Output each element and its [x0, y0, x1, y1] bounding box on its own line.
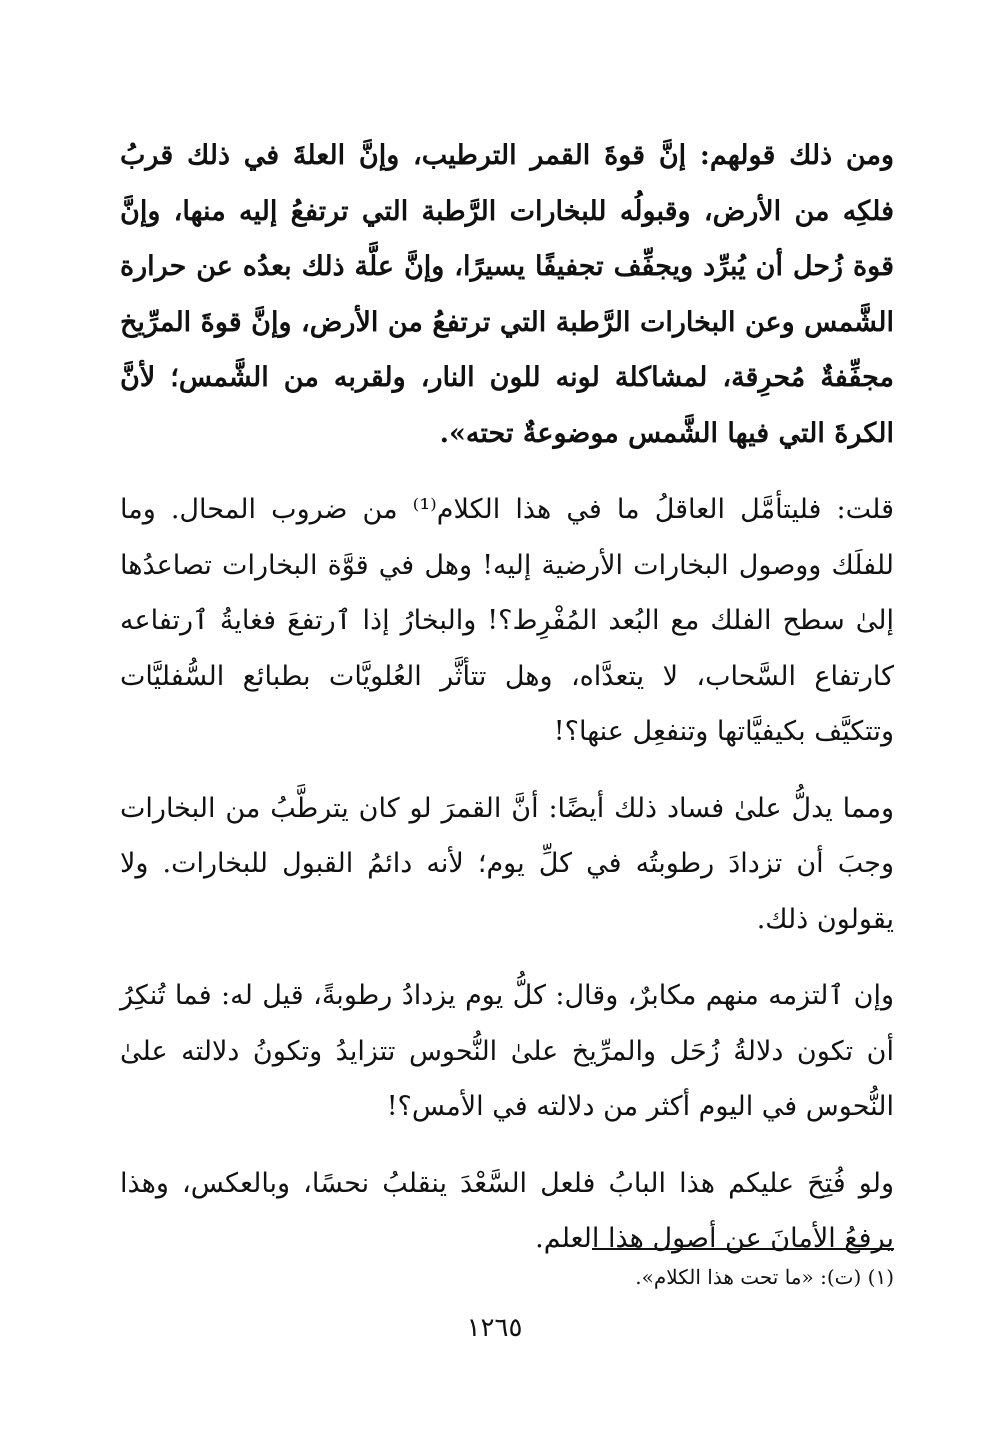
main-text — [120, 128, 894, 1288]
footnote-divider — [592, 1248, 894, 1250]
footnote: (١) (ت): «ما تحت هذا الكلام». — [635, 1265, 894, 1289]
paragraph-quote: ومن ذلك قولهم: إنَّ قوةَ القمر الترطيب، وإنَّ العلةَ في ذلك قربُ فلكِه من الأرض، وقبولُه للبخارات الرَّطبة التي ترتفعُ إليه منها، وإنَّ قوة زُحل أن يُبرِّد ويجفِّف تجفيفًا يسيرًا، وإنَّ علَّة ذلك بعدُه عن حرارة الشَّمس وعن البخارات الرَّطبة التي ترتفعُ من الأرض، وإنَّ قوةَ المرِّيخ مجفِّفةٌ مُحرِقة، لمشاكلة لونه للون النار، ولقربه من الشَّمس؛ لأنَّ الكرةَ التي فيها الشَّمس موضوعةٌ تحته». — [120, 140, 894, 449]
page-number: ١٢٦٥ — [466, 1313, 523, 1343]
paragraph-commentary: قلت: فليتأمَّل العاقلُ ما في هذا الكلام⁽¹⁾ من ضروب المحال. وما للفلَك ووصول البخارات الأرضية إليه! وهل في قوَّة البخارات تصاعدُها إلىٰ سطح الفلك مع البُعد المُفْرِط؟! والبخارُ إذا ٱرتفعَ فغايةُ ٱرتفاعه كارتفاع السَّحاب، لا يتعدَّاه، وهل تتأثَّر العُلويَّات بطبائع السُّفليَّات وتتكيَّف بكيفيَّاتها وتنفعِل عنها؟! — [120, 494, 894, 747]
paragraph-objection: وإن ٱلتزمه منهم مكابرٌ، وقال: كلُّ يوم يزدادُ رطوبةً، قيل له: فما تُنكِرُ أن تكون دلالةُ زُحَل والمرِّيخ علىٰ النُّحوس تتزايدُ وتكونُ دلالته علىٰ النُّحوس في اليوم أكثر من دلالته في الأمس؟! — [120, 980, 894, 1122]
paragraph-argument: ومما يدلُّ علىٰ فساد ذلك أيضًا: أنَّ القمرَ لو كان يترطَّبُ من البخارات وجبَ أن تزدادَ رطوبتُه في كلِّ يوم؛ لأنه دائمُ القبول للبخارات. ولا يقولون ذلك. — [120, 792, 894, 935]
paragraph-conclusion: ولو فُتِحَ عليكم هذا البابُ فلعل السَّعْدَ ينقلبُ نحسًا، وبالعكس، وهذا يرفعُ الأمانَ عن أصول هذا العلم. — [120, 1167, 894, 1254]
